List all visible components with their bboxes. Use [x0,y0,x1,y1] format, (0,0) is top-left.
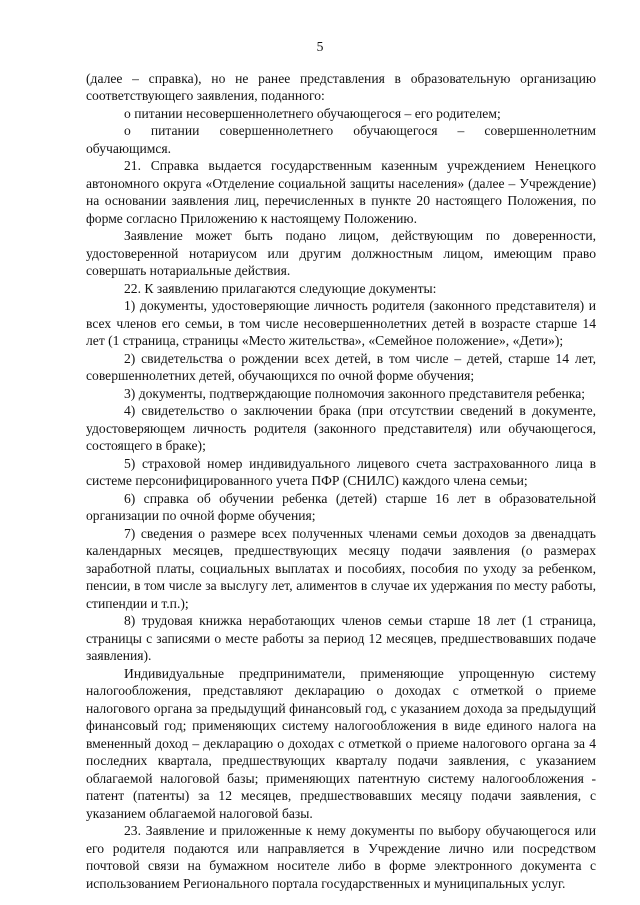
paragraph: Индивидуальные предприниматели, применяющие упрощенную систему налогообложения, представляют декларацию о доходах с отметкой о приеме налогового органа за предыдущий финансовый год, с указанием дохода за предыдущий финансовый год; применяющих систему налогообложения в виде единого налога на вмененный доход – декларацию о доходах с отметкой о приеме налогового органа за 4 последних квартала, предшествующих кварталу подачи заявления, с указанием облагаемой налоговой базы; применяющих патентную систему налогообложения - патент (патенты) за 12 месяцев, предшествовавших месяцу подачи заявления, с указанием облагаемой налоговой базы. [86,665,596,821]
paragraph: 3) документы, подтверждающие полномочия законного представителя ребенка; [124,385,586,401]
paragraph: 21. Справка выдается государственным казенным учреждением Ненецкого автономного округа «Отделение социальной защиты населения» (далее – Учреждение) на основании заявления лиц, перечисленных в пункте 20 настоящего Положения, по форме согласно Приложению к настоящему Положению. [86,158,596,226]
paragraph: 5) страховой номер индивидуального лицевого счета застрахованного лица в системе персонифицированного учета ПФР (СНИЛС) каждого члена семьи; [86,455,596,488]
paragraph: (далее – справка), но не ранее представления в образовательную организацию соответствующего заявления, поданного: [86,70,596,103]
paragraph: 23. Заявление и приложенные к нему документы по выбору обучающегося или его родителя подаются или направляется в Учреждение лично или посредством почтовой связи на бумажном носителе либо в форме электронного документа с использованием Регионального портала государственных и муниципальных услуг. [86,823,596,891]
paragraph: 2) свидетельства о рождении всех детей, в том числе – детей, старше 14 лет, совершеннолетних детей, обучающихся по очной форме обучения; [86,350,596,383]
document-body [86,70,596,893]
paragraph: о питании совершеннолетнего обучающегося – совершеннолетним обучающимся. [86,123,596,156]
page-number: 5 [316,39,324,54]
paragraph: 6) справка об обучении ребенка (детей) старше 16 лет в образовательной организации по очной форме обучения; [86,490,596,523]
paragraph: Заявление может быть подано лицом, действующим по доверенности, удостоверенной нотариусом или другим должностным лицом, имеющим право совершать нотариальные действия. [86,228,596,278]
paragraph: 1) документы, удостоверяющие личность родителя (законного представителя) и всех членов его семьи, в том числе несовершеннолетних детей в возрасте старше 14 лет (1 страница, страницы «Место жительства», «Семейное положение», «Дети»); [86,298,596,348]
paragraph: 8) трудовая книжка неработающих членов семьи старше 18 лет (1 страница, страницы с записями о месте работы за период 12 месяцев, предшествовавших подаче заявления). [86,613,596,663]
paragraph: 7) сведения о размере всех полученных членами семьи доходов за двенадцать календарных месяцев, предшествующих месяцу подачи заявления (о размерах заработной платы, социальных выплатах и пособиях, пособия по уходу за ребенком, пенсии, в том числе за выслугу лет, алиментов в случае их удержания по месту работы, стипендии и т.п.); [86,525,596,611]
paragraph: 4) свидетельство о заключении брака (при отсутствии сведений в документе, удостоверяющем личность родителя (законного представителя) или обучающегося, состоящего в браке); [86,403,596,453]
paragraph: 22. К заявлению прилагаются следующие документы: [124,280,437,296]
paragraph: о питании несовершеннолетнего обучающегося – его родителем; [124,105,501,121]
